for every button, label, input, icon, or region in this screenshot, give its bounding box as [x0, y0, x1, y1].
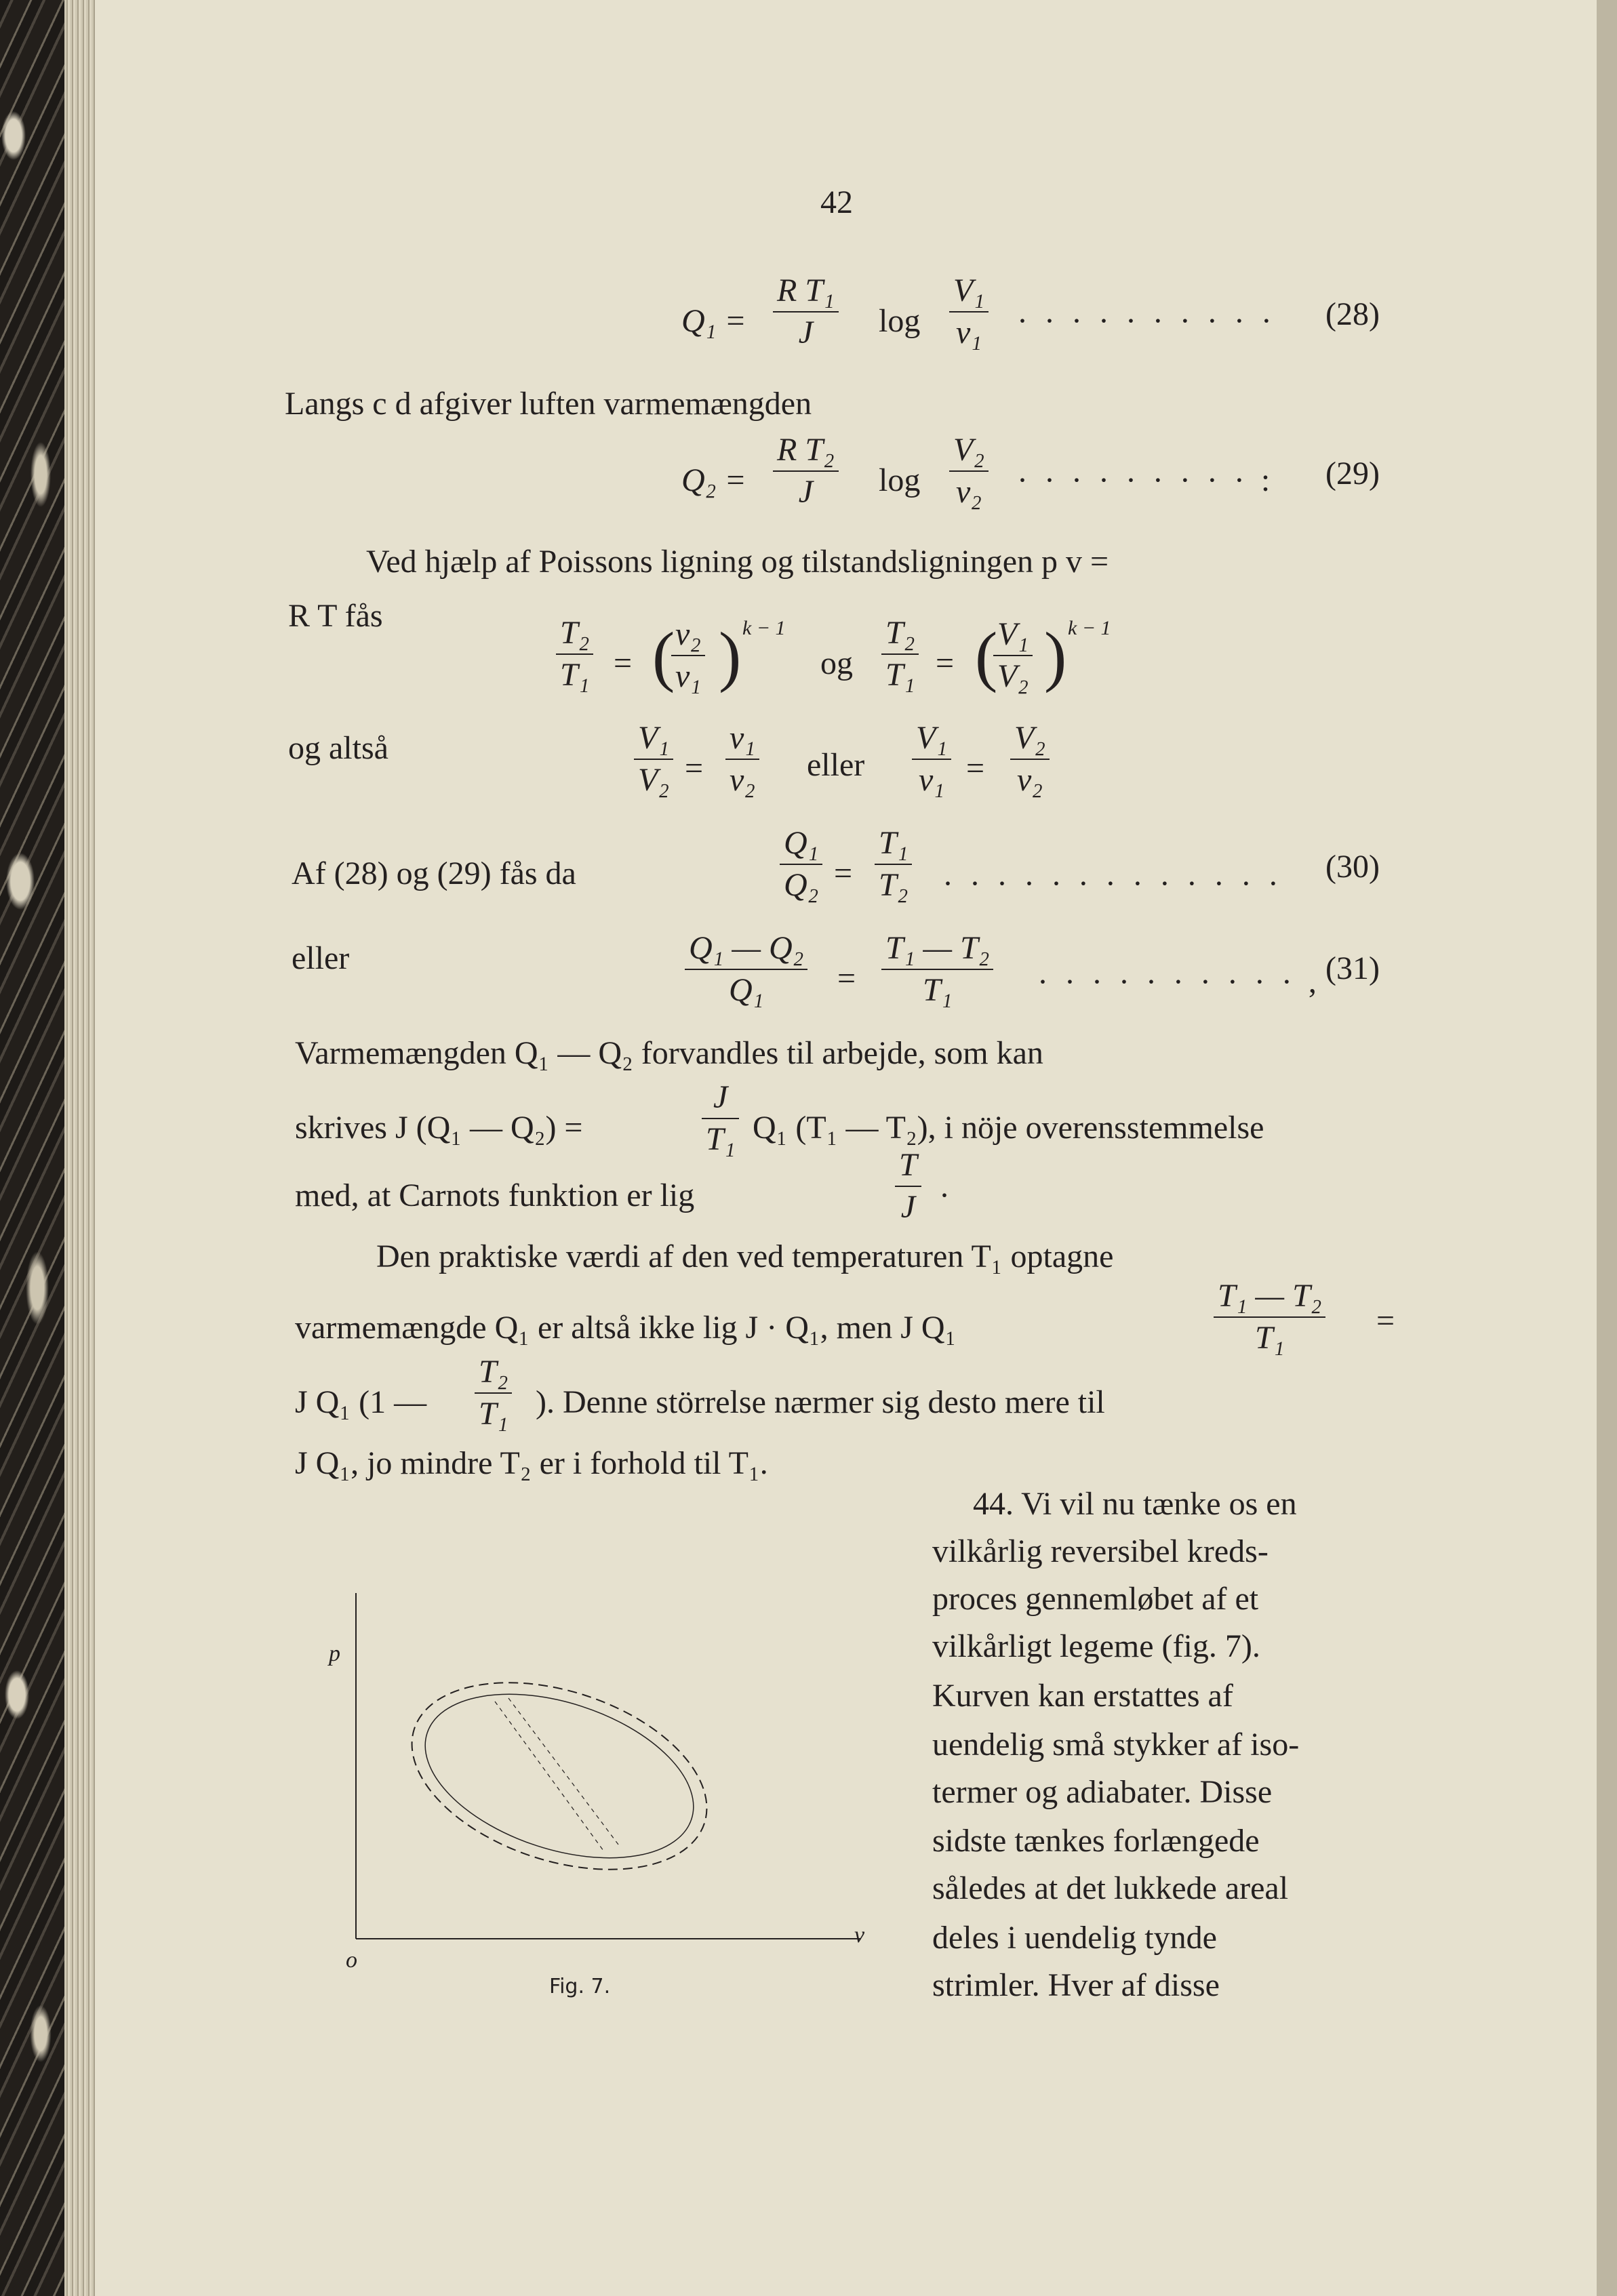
figure-7	[298, 1579, 909, 2013]
p6-frac-num: T₂	[479, 1354, 508, 1390]
axis-label-v: v	[854, 1922, 865, 1948]
eq28-label: (28)	[1325, 296, 1380, 332]
altsa-d-den: v₂	[1010, 759, 1050, 797]
altsa-c-num: V₁	[916, 720, 948, 756]
eq28-logden: v₁	[949, 311, 989, 349]
page-stack-edge	[64, 0, 95, 2296]
eq28-lognum: V₁	[953, 273, 985, 308]
eq29-dots: · · · · · · · · · :	[1017, 462, 1275, 498]
eq28-lhs: Q₁ =	[681, 303, 746, 339]
section44-line: sidste tænkes forlængede	[932, 1823, 1260, 1859]
para-line-2a: skrives J (Q₁ — Q₂) =	[295, 1110, 583, 1146]
eq30-a-num: Q₁	[784, 825, 819, 861]
og-altsa: og altså	[288, 730, 388, 766]
para-line-6b: ). Denne störrelse nærmer sig desto mere til	[536, 1384, 1105, 1420]
eq28-frac	[773, 275, 839, 349]
para-line-5-frac	[1214, 1280, 1325, 1354]
para-line-6a: J Q₁ (1 —	[295, 1384, 427, 1420]
eq30-b-num: T₁	[879, 825, 909, 861]
poisson-eq2: =	[936, 645, 955, 681]
section44-line: vilkårligt legeme (fig. 7).	[932, 1628, 1260, 1664]
marbled-cover	[0, 0, 64, 2296]
eq31-dots: · · · · · · · · · · ,	[1037, 964, 1321, 1000]
altsa-a	[634, 722, 673, 797]
altsa-b	[725, 722, 759, 797]
para-line-2b: Q₁ (T₁ — T₂), i nöje overensstemmelse	[753, 1110, 1264, 1146]
altsa-b-num: v₁	[730, 720, 755, 756]
eq30-b-den: T₂	[875, 864, 912, 902]
poisson-paren-close2: )	[1044, 618, 1067, 693]
altsa-a-num: V₁	[638, 720, 670, 756]
para-line-1: Varmemængden Q₁ — Q₂ forvandles til arbejde, som kan	[295, 1035, 1043, 1071]
poisson-d-den: V₂	[993, 655, 1033, 693]
cycle-curve	[388, 1649, 730, 1904]
poisson-exp1: k − 1	[742, 617, 786, 639]
poisson-a-num: T₂	[560, 615, 590, 651]
eq30-dots: · · · · · · · · · · · · ·	[942, 866, 1283, 902]
line-rt: R T fås	[288, 598, 383, 634]
poisson-c-den: T₁	[881, 653, 919, 691]
altsa-b-den: v₂	[725, 759, 759, 797]
p3-frac-num: T	[899, 1147, 917, 1183]
eq29-logden: v₂	[949, 470, 989, 508]
eq31-label: (31)	[1325, 950, 1380, 986]
eq31-a-den: Q₁	[685, 969, 807, 1007]
poisson-a	[556, 617, 593, 691]
section44-line: strimler. Hver af disse	[932, 1967, 1220, 2003]
poisson-eq1: =	[614, 645, 633, 681]
poisson-og: og	[820, 645, 853, 681]
p5-frac-num: T₁ — T₂	[1218, 1278, 1322, 1314]
para-line-6-frac	[475, 1356, 512, 1430]
eq28-log: log	[879, 303, 921, 339]
section44-line: proces gennemløbet af et	[932, 1581, 1259, 1617]
poisson-c-num: T₂	[885, 615, 915, 651]
section44-line: 44. Vi vil nu tænke os en	[973, 1486, 1297, 1522]
eq30-b	[875, 827, 912, 902]
poisson-c	[881, 617, 919, 691]
poisson-paren-open: (	[652, 618, 675, 693]
eq30-a	[780, 827, 822, 902]
eq31-b-num: T₁ — T₂	[885, 930, 990, 966]
altsa-eller: eller	[807, 747, 865, 783]
altsa-eq1: =	[685, 750, 704, 786]
para-line-2-frac	[702, 1081, 739, 1156]
altsa-d	[1010, 722, 1050, 797]
section44-line: deles i uendelig tynde	[932, 1920, 1217, 1956]
eq29-frac	[773, 434, 839, 508]
eq29-lognum: V₂	[953, 432, 985, 468]
page-number: 42	[820, 184, 853, 220]
section44-line: således at det lukkede areal	[932, 1870, 1289, 1906]
poisson-b	[671, 618, 705, 693]
eq28-logfrac	[949, 275, 989, 349]
para-line-3-frac	[895, 1149, 921, 1224]
eq28-dots: · · · · · · · · · ·	[1017, 303, 1276, 339]
section44-line: vilkårlig reversibel kreds-	[932, 1533, 1269, 1569]
poisson-paren-open2: (	[975, 618, 998, 693]
p5-frac-den: T₁	[1214, 1316, 1325, 1354]
axis-label-p: p	[329, 1641, 340, 1666]
eq31-eq: =	[837, 961, 856, 996]
figure-caption: Fig. 7.	[549, 1975, 611, 1998]
eq31-b	[881, 932, 993, 1007]
eq29-label: (29)	[1325, 456, 1380, 491]
eq31-a	[685, 932, 807, 1007]
poisson-paren-close: )	[719, 618, 742, 693]
altsa-d-num: V₂	[1014, 720, 1046, 756]
para-line-4: Den praktiske værdi af den ved temperaturen T₁ optagne	[376, 1238, 1114, 1274]
altsa-eq2: =	[966, 750, 985, 786]
p6-frac-den: T₁	[475, 1392, 512, 1430]
eq29-log: log	[879, 462, 921, 498]
eq28-num: R T₁	[777, 273, 835, 308]
p2-frac-num: J	[713, 1079, 728, 1115]
para-line-3b: ·	[939, 1177, 950, 1213]
altsa-a-den: V₂	[634, 759, 673, 797]
line-ved: Ved hjælp af Poissons ligning og tilstandsligningen p v =	[366, 544, 1109, 580]
right-page-edge	[1597, 0, 1617, 2296]
eq31-a-num: Q₁ — Q₂	[689, 930, 804, 966]
altsa-c-den: v₁	[912, 759, 951, 797]
af28-text: Af (28) og (29) fås da	[292, 855, 576, 891]
eller-text: eller	[292, 940, 350, 976]
poisson-b-den: v₁	[671, 655, 705, 693]
section44-line: uendelig små stykker af iso-	[932, 1727, 1300, 1763]
eq29-logfrac	[949, 434, 989, 508]
origin-label: o	[346, 1948, 357, 1973]
para-line-3a: med, at Carnots funktion er lig	[295, 1177, 695, 1213]
eq30-eq: =	[834, 855, 853, 891]
eq31-b-den: T₁	[881, 969, 993, 1007]
poisson-a-den: T₁	[556, 653, 593, 691]
poisson-d	[993, 618, 1033, 693]
eq29-lhs: Q₂ =	[681, 462, 746, 498]
altsa-c	[912, 722, 951, 797]
poisson-d-num: V₁	[997, 616, 1029, 652]
eq30-a-den: Q₂	[780, 864, 822, 902]
eq30-label: (30)	[1325, 849, 1380, 885]
para-line-5b: =	[1376, 1303, 1395, 1339]
para-line-7: J Q₁, jo mindre T₂ er i forhold til T₁.	[295, 1445, 768, 1481]
eq29-den: J	[773, 470, 839, 508]
section44-line: Kurven kan erstattes af	[932, 1678, 1233, 1714]
para-line-5a: varmemængde Q₁ er altså ikke lig J · Q₁, men J Q₁	[295, 1310, 957, 1346]
line-langs: Langs c d afgiver luften varmemængden	[285, 386, 812, 422]
poisson-b-num: v₂	[675, 616, 701, 652]
section44-line: termer og adiabater. Disse	[932, 1774, 1273, 1810]
eq29-num: R T₂	[777, 432, 835, 468]
eq28-den: J	[773, 311, 839, 349]
p2-frac-den: T₁	[702, 1118, 739, 1156]
poisson-exp2: k − 1	[1068, 617, 1111, 639]
p3-frac-den: J	[895, 1186, 921, 1224]
